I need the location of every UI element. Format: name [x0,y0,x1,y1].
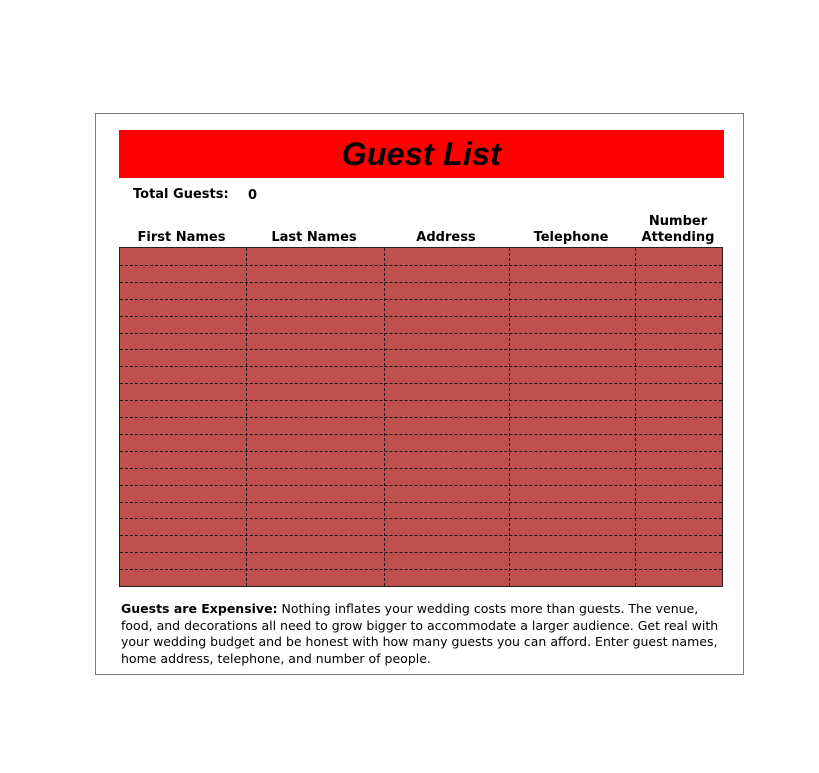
row-divider [120,400,722,401]
note-body: Nothing inflates your wedding costs more than guests. The venue, food, and decorations all need to grow bigger to accommodate a larger audience. Get real with your wedding budget and be honest with how many guests you can afford. Enter guest names, home address, telephone, and number of people. [121,601,719,666]
row-divider [120,383,722,384]
col-telephone: Telephone [533,230,609,245]
row-divider [120,265,722,266]
row-divider [120,451,722,452]
guest-list-sheet [95,113,744,675]
row-divider [120,569,722,570]
row-divider [120,282,722,283]
row-divider [120,434,722,435]
guests-note [121,601,721,667]
col-address: Address [416,230,476,245]
col-number-line2: Attending [641,230,715,245]
row-divider [120,518,722,519]
row-divider [120,349,722,350]
row-divider [120,485,722,486]
row-divider [120,316,722,317]
row-divider [120,552,722,553]
row-divider [120,299,722,300]
row-divider [120,535,722,536]
row-divider [120,468,722,469]
row-divider [120,502,722,503]
column-divider [635,248,636,586]
row-divider [120,333,722,334]
col-first-names: First Names [137,230,226,245]
note-heading: Guests are Expensive: [121,601,278,616]
guest-table[interactable] [119,247,723,587]
total-guests-label: Total Guests: [133,187,229,202]
total-guests-value: 0 [248,188,258,203]
column-divider [384,248,385,586]
column-divider [509,248,510,586]
col-number-line1: Number [648,214,708,229]
column-divider [246,248,247,586]
title-bar [119,130,724,178]
row-divider [120,417,722,418]
row-divider [120,366,722,367]
col-number-attending [634,214,722,246]
page-title: Guest List [341,135,502,172]
col-last-names: Last Names [271,230,357,245]
